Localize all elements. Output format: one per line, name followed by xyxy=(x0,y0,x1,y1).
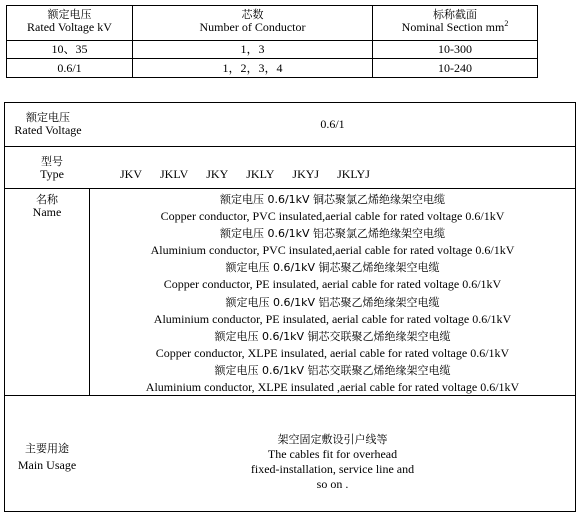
main-usage-label-en: Main Usage xyxy=(17,458,77,472)
table1-row2-voltage: 0.6/1 xyxy=(57,61,82,75)
cable-name-5-zh: 额定电压 0.6/1kV 铜芯交联聚乙烯绝缘架空电缆 xyxy=(214,329,451,343)
cable-name-list xyxy=(90,191,575,396)
name-label xyxy=(5,193,89,219)
header-rated-voltage-en: Rated Voltage kV xyxy=(27,20,112,34)
table2-border-bottom xyxy=(4,511,576,512)
header-number-of-conductor xyxy=(133,8,372,34)
main-usage-label-zh: 主要用途 xyxy=(25,442,69,455)
table1-row1-section: 10-300 xyxy=(438,42,472,56)
cable-name-1-zh: 额定电压 0.6/1kV 铜芯聚氯乙烯绝缘架空电缆 xyxy=(219,193,446,206)
table1-header-divider xyxy=(6,40,538,41)
rated-voltage-label-zh: 额定电压 xyxy=(26,111,70,124)
name-label-en: Name xyxy=(32,205,62,219)
main-usage-label xyxy=(5,441,89,473)
table1-row1-conductors: 1，3 xyxy=(240,42,265,56)
cable-name-6-en: Aluminium conductor, XLPE insulated ,aerial cable for rated voltage 0.6/1kV xyxy=(145,380,520,395)
cable-name-3-zh: 额定电压 0.6/1kV 铜芯聚乙烯绝缘架空电缆 xyxy=(225,261,440,275)
model-list xyxy=(120,168,370,181)
table2-border-right xyxy=(575,102,576,512)
main-usage-en-line-2: fixed-installation, service line and xyxy=(250,462,415,476)
header-number-of-conductor-en: Number of Conductor xyxy=(199,20,306,34)
model-jkv: JKV xyxy=(120,167,143,181)
header-nominal-section-zh: 标称截面 xyxy=(433,8,477,21)
model-label-zh: 型号 xyxy=(41,155,63,168)
header-number-of-conductor-zh: 芯数 xyxy=(241,8,264,21)
model-jky: JKY xyxy=(206,167,229,181)
model-jklv: JKLV xyxy=(160,167,189,181)
table1-border-bottom xyxy=(6,77,538,78)
main-usage-description xyxy=(200,432,465,492)
header-rated-voltage xyxy=(7,8,132,34)
cable-name-4-zh: 额定电压 0.6/1kV 铝芯聚乙烯绝缘架空电缆 xyxy=(225,295,440,309)
header-nominal-section-en: Nominal Section $mm^2$ xyxy=(401,19,509,34)
model-jkly: JKLY xyxy=(246,167,275,181)
table1-border-top xyxy=(6,5,538,6)
header-rated-voltage-zh: 额定电压 xyxy=(47,8,92,21)
cable-name-3-en: Copper conductor, PE insulated, aerial cable for rated voltage 0.6/1kV xyxy=(163,277,502,292)
model-jklyj: JKLYJ xyxy=(337,167,370,181)
name-label-zh: 名称 xyxy=(36,193,58,206)
main-usage-en-line-1: The cables fit for overhead xyxy=(267,447,398,461)
table2-border-top xyxy=(4,102,576,103)
rated-voltage-value: 0.6/1 xyxy=(320,117,345,131)
table1-border-right xyxy=(537,5,538,78)
cable-name-2-en: Aluminium conductor, PVC insulated,aerial cable for rated voltage 0.6/1kV xyxy=(150,243,515,258)
main-usage-en-line-3: so on . xyxy=(316,477,349,491)
unit-superscript: 2 xyxy=(504,19,509,28)
table1-row1-voltage: 10、35 xyxy=(51,42,88,56)
cable-name-1-en: Copper conductor, PVC insulated,aerial cable for rated voltage 0.6/1kV xyxy=(160,209,505,224)
table1-row2-section: 10-240 xyxy=(438,61,472,75)
main-usage-zh: 架空固定敷设引户线等 xyxy=(277,433,388,446)
model-label xyxy=(12,155,92,181)
table1-row2-conductors: 1，2，3，4 xyxy=(222,61,283,75)
table1-row-divider xyxy=(6,58,538,59)
table2-voltage-divider xyxy=(4,146,576,147)
cable-name-6-zh: 额定电压 0.6/1kV 铝芯交联聚乙烯绝缘架空电缆 xyxy=(214,363,451,377)
rated-voltage-label xyxy=(6,111,90,137)
cable-name-4-en: Aluminium conductor, PE insulated, aerial cable for rated voltage 0.6/1kV xyxy=(153,311,512,326)
header-nominal-section xyxy=(373,8,537,34)
model-jkyj: JKYJ xyxy=(292,167,320,181)
cable-name-5-en: Copper conductor, XLPE insulated, aerial cable for rated voltage 0.6/1kV xyxy=(155,345,510,360)
rated-voltage-label-en: Rated Voltage xyxy=(14,123,82,137)
cable-name-2-zh: 额定电压 0.6/1kV 铝芯聚氯乙烯绝缘架空电缆 xyxy=(219,227,446,241)
model-label-en: Type xyxy=(40,167,64,181)
